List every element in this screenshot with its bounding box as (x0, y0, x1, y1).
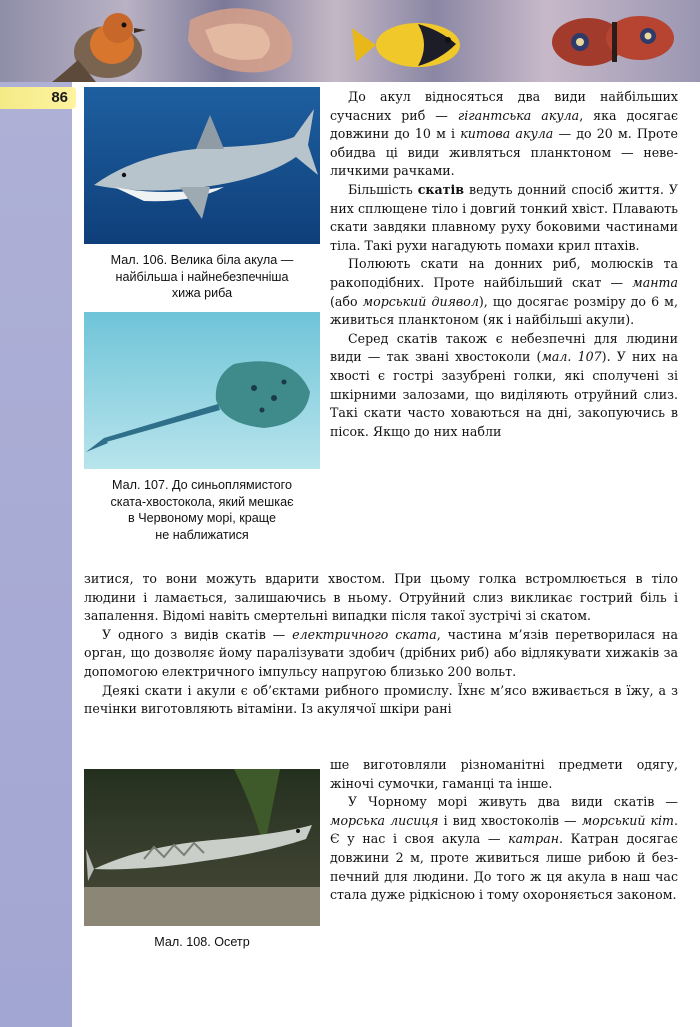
caption-line: найбільша і найнебезпечніша (115, 269, 289, 284)
text-span: — до 20 м. Проте обидва ці види живляться планктоном — невеличкими рачками. (330, 126, 678, 179)
italic-term: катран (508, 831, 559, 847)
figure-108-caption (84, 934, 320, 951)
text-column-lower (330, 756, 678, 905)
text-full-width (84, 570, 678, 719)
paragraph-black-sea (330, 793, 678, 905)
italic-term: гігантська акула (457, 107, 580, 123)
great-white-shark-image (84, 87, 320, 244)
coral-image (188, 8, 293, 72)
text-span: , яка досягає довжини до 10 м і (330, 107, 678, 142)
text-span: Полюють скати на донних риб, молюсків та ракоподібних. Проте найбільший скат — (330, 256, 678, 290)
text-span: . Катран досягає довжини 2 м, проте живиться лише рибою й безпечний для людини. До того ж ця акула в наш час стала дуже рідкісною і тому охороняється законом. (330, 831, 678, 903)
sturgeon-image (84, 769, 320, 926)
caption-line: Мал. 107. До синьоплямистого (112, 478, 292, 492)
text-span: ведуть донний спосіб життя. У них сплющене тіло і довгий тонкий хвіст. Плавають скати завдяки плавному руху боковими частинами тіла. Такі рухи нагадують помахи крил птахів. (330, 181, 678, 253)
blue-spotted-stingray-image (84, 312, 320, 469)
robin-bird-image (52, 13, 146, 82)
caption-line: Мал. 106. Велика біла акула — (110, 253, 294, 267)
paragraph-rays-lifestyle (330, 181, 678, 255)
paragraph-stingrays-start (330, 330, 678, 442)
text-span: ). У них на хвості є гострі зазубрені голки, які сполучені зі шкірними залозами, що виділяють отруйний слиз. Такі скати часто ховаються на дні, закопуючись в пісок. Якщо до них набли (330, 349, 678, 439)
yellow-fish-image (352, 23, 460, 67)
paragraph-fishing: Деякі скати і акули є об’єктами рибного промислу. Їхнє м’ясо вживається в їжу, а з печінки виготовляють вітаміни. Із акулячої шкіри рані (84, 682, 678, 717)
caption-line: ската-хвостокола, який мешкає (110, 494, 294, 509)
figure-107-image (84, 312, 320, 469)
paragraph-sharks (330, 88, 678, 181)
paragraph-stingrays-end: зитися, то вони можуть вдарити хвостом. При цьому голка встромлюється в тіло людини і ламається, залишаючись в ньому. Отруйний слиз викликає гострий біль і запалення. Відомі навіть смертельні випадки після такої зустрічі зі скатом. (84, 571, 678, 624)
caption-line: Мал. 108. Осетр (154, 935, 250, 949)
italic-term: електричного ската (292, 626, 437, 642)
caption-line: в Червоному морі, краще (128, 511, 276, 525)
text-span: Серед скатів також є небезпечні для людини види — так звані хвостоколи ( (330, 330, 678, 365)
italic-term: морський диявол (362, 293, 479, 309)
bold-term: скатів (417, 181, 465, 197)
italic-term: манта (632, 274, 678, 290)
text-span: У одного з видів скатів — (102, 626, 286, 642)
text-span: і вид хвостоколів — (443, 812, 577, 828)
paragraph-electric-ray (84, 626, 678, 682)
text-column-upper (330, 88, 678, 441)
caption-line: не наближатися (155, 527, 249, 542)
italic-term: морський кіт (581, 812, 674, 828)
figure-reference: мал. 107 (541, 349, 602, 365)
italic-term: морська лисиця (330, 812, 439, 828)
header-illustration (0, 0, 700, 82)
text-span: До акул відносяться два види найбільших сучасних риб — (330, 89, 678, 123)
text-span: , частина м’язів перетворилася на орган, що дозволяє йому паралізувати здобич (дрібних риб) або відлякувати хижаків за допомогою електричного імпульсу напругою близько 200 вольт. (84, 626, 678, 679)
figure-106-image (84, 87, 320, 244)
text-span: Більшість (348, 181, 413, 197)
figure-107-caption (84, 477, 320, 543)
text-span: . Є у нас і своя акула — (330, 812, 678, 847)
text-span: У Чорному морі живуть два види скатів — (348, 794, 678, 810)
figure-106-caption (84, 252, 320, 302)
text-span: ), що досягає розміру до 6 м, живиться планктоном (як і найбільші акули). (330, 293, 678, 328)
paragraph-manta (330, 255, 678, 329)
left-margin-band (0, 82, 72, 1027)
italic-term: китова акула (460, 126, 554, 142)
page-number: 86 (0, 87, 76, 109)
caption-line: хижа риба (171, 286, 233, 300)
header-banner (0, 0, 700, 82)
figure-108-image (84, 769, 320, 926)
paragraph-fishing-end: ше виготовляли різноманітні предмети одягу, жіночі сумочки, гаманці та інше. (330, 757, 678, 791)
text-span: (або (330, 293, 358, 309)
peacock-butterfly-image (552, 16, 674, 66)
